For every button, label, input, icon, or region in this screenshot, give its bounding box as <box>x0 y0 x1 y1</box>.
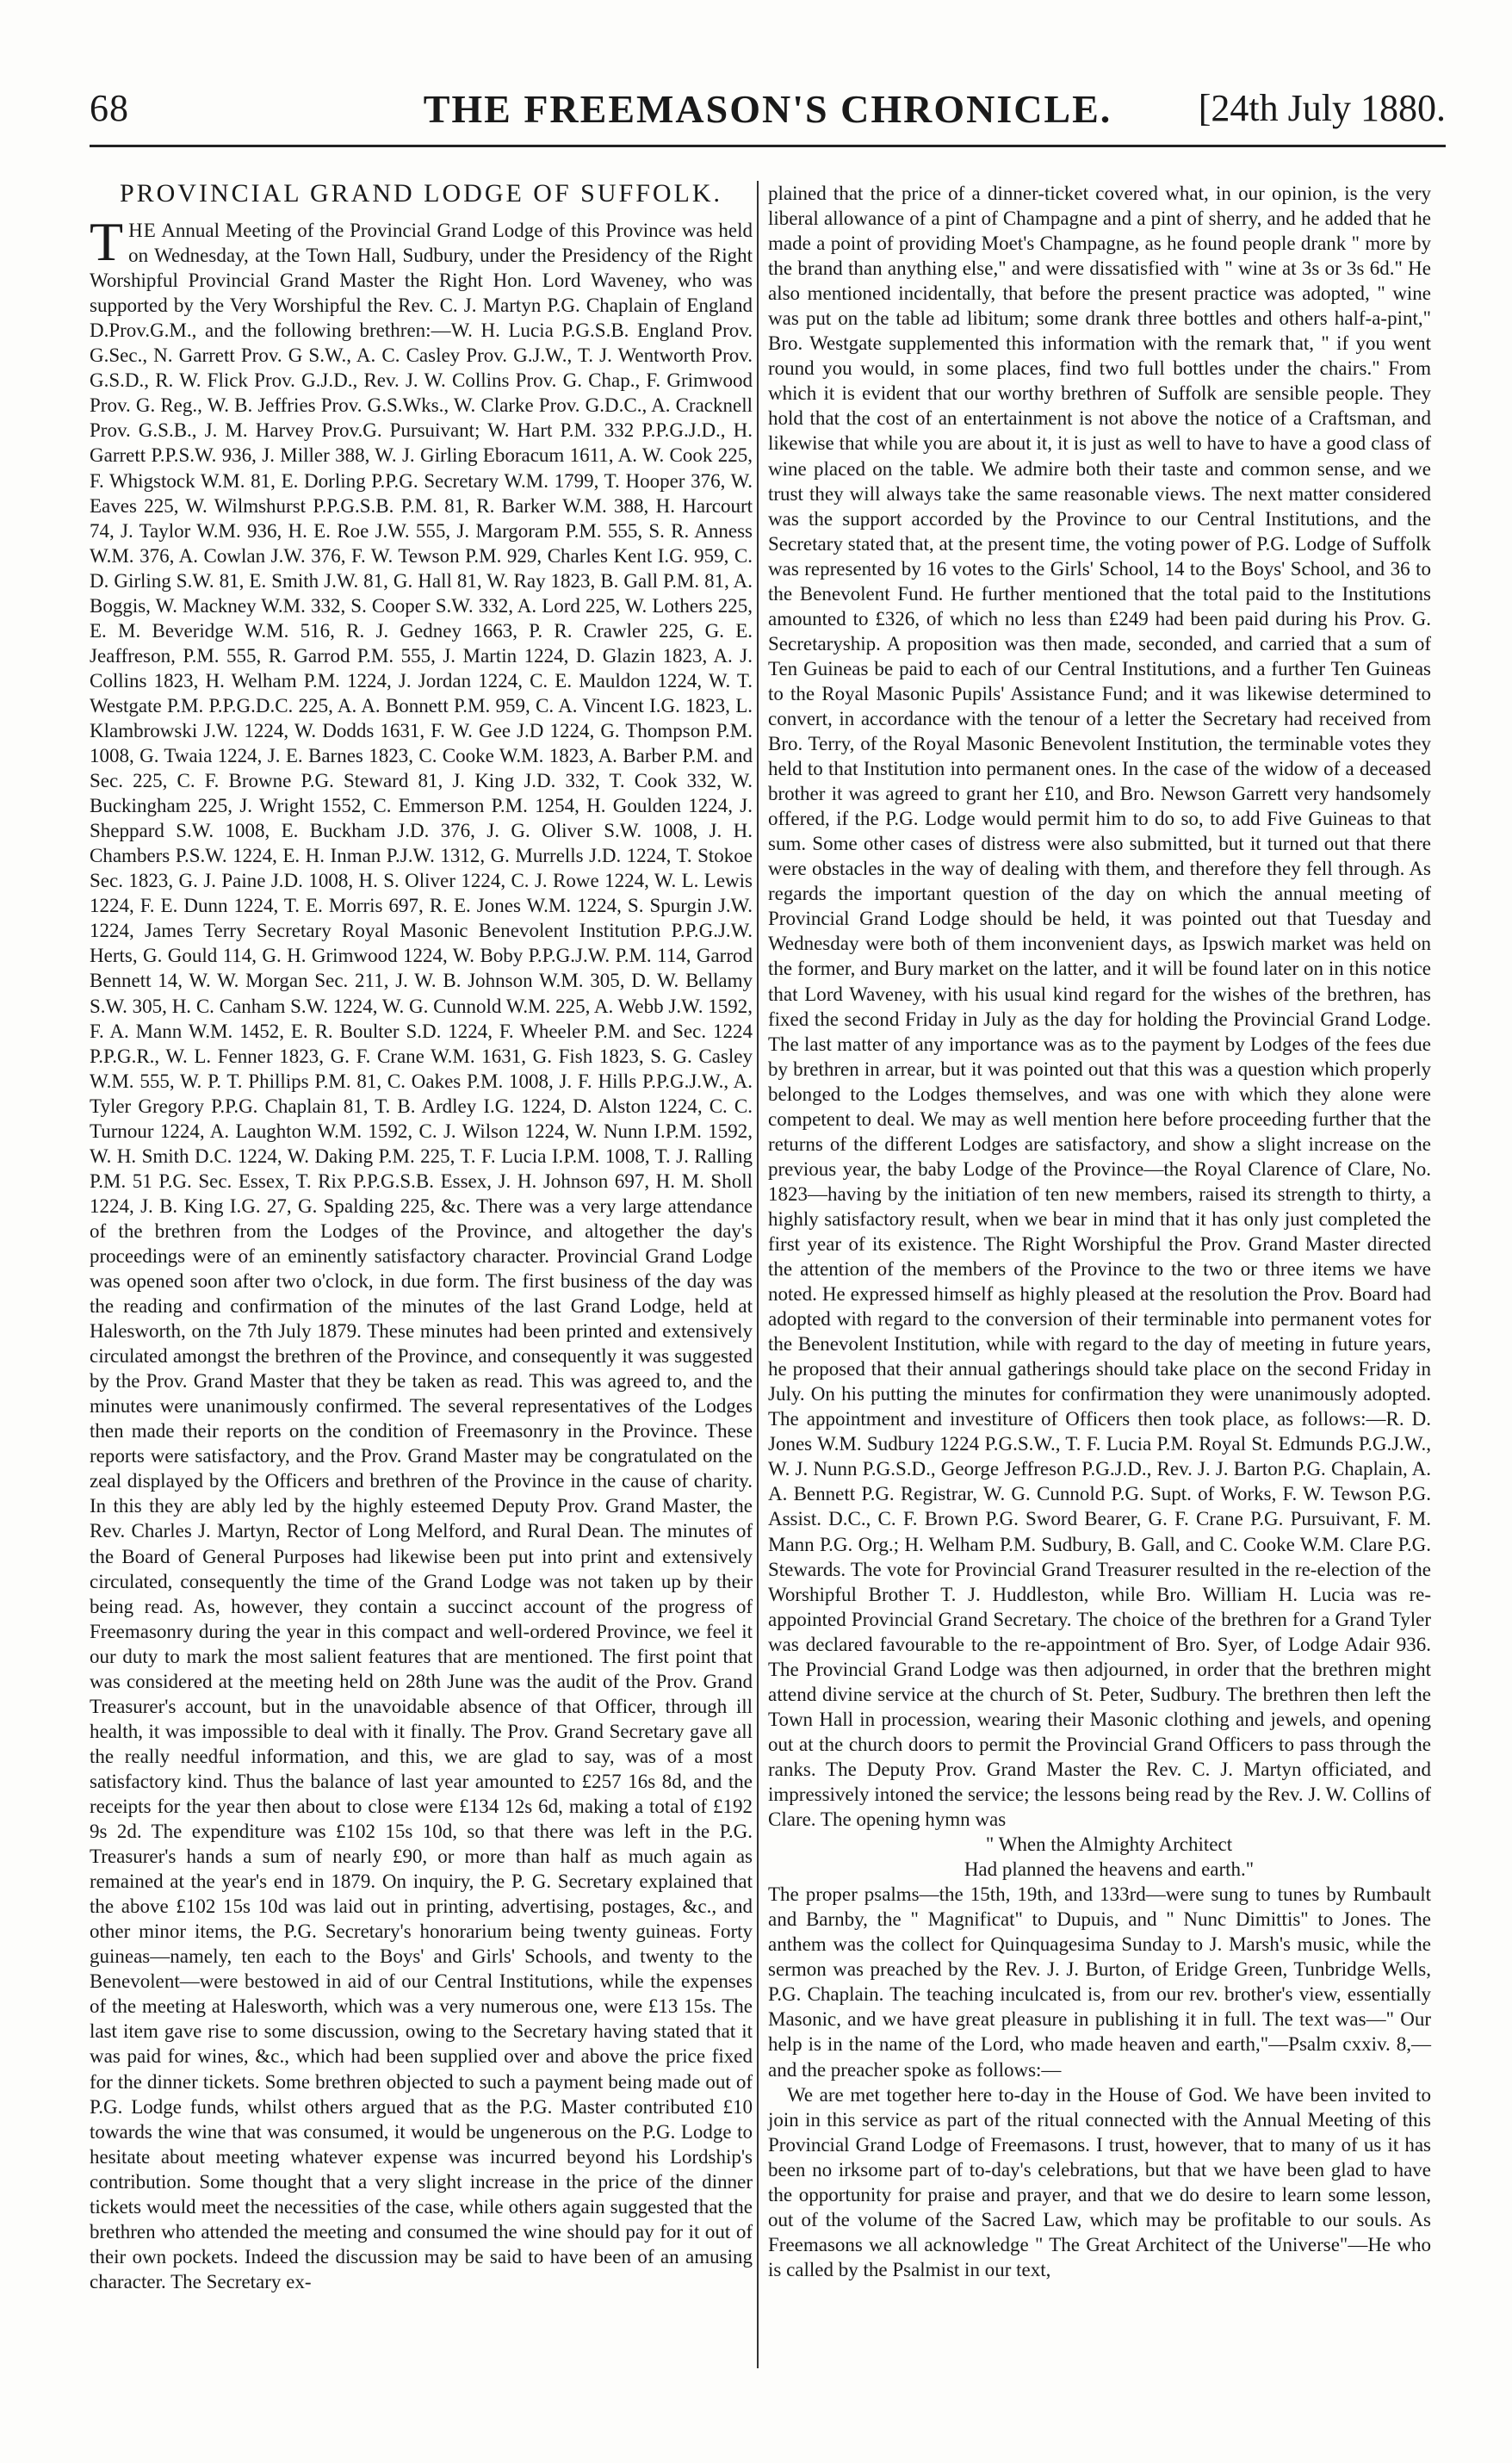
hymn-line: " When the Almighty Architect <box>985 1833 1233 1856</box>
masthead-title: THE FREEMASON'S CHRONICLE. <box>423 87 1112 131</box>
header-rule <box>90 145 1446 147</box>
right-column <box>768 181 1431 2282</box>
article-paragraph <box>90 211 753 2294</box>
hymn-line: Had planned the heavens and earth." <box>964 1858 1255 1881</box>
sermon-paragraph: We are met together here to-day in the House of God. We have been invited to join in this service as part of the ritual connected with the Annual Meeting of this Provincial Grand Lodge of Freemasons. I trust, however, that to many of us it has been no irksome part of to-day's celebrations, but that we have been glad to have the opportunity for praise and prayer, and that we do desire to learn some lesson, out of the volume of the Sacred Law, which may be profitable to our souls. As Freemasons we all acknowledge " The Great Architect of the Universe"—He who is called by the Psalmist in our text, <box>768 2083 1431 2280</box>
issue-date: [24th July 1880. <box>1198 87 1446 129</box>
article-paragraph: The proper psalms—the 15th, 19th, and 133rd—were sung to tunes by Rumbault and Barnby, the " Magnificat" to Dupuis, and " Nunc Dimittis" to Jones. The anthem was the collect for Quinquagesima Sunday to J. Marsh's music, while the sermon was preached by the Rev. J. J. Burton, of Eridge Green, Tunbridge Wells, P.G. Chaplain. The teaching inculcated is, from our rev. brother's view, essentially Masonic, and we have great pleasure in publishing it in full. The text was—" Our help is in the name of the Lord, who made heaven and earth,"—Psalm cxxiv. 8,—and the preacher spoke as follows:— <box>768 1883 1431 2081</box>
page-header <box>90 86 1446 146</box>
page-number: 68 <box>90 87 129 129</box>
article-paragraph: plained that the price of a dinner-ticket covered what, in our opinion, is the very liberal allowance of a pint of Champagne and a pint of sherry, and he added that he made a point of providing Moet's Champagne, as he found people drank " more by the brand than anything else," and were dissatisfied with " wine at 3s or 3s 6d." He also mentioned incidentally, that before the present practice was adopted, " wine was put on the table ad libitum; some drank three bottles and others half-a-pint," Bro. Westgate supplemented this information with the remark that, " if you went round you would, in some places, find two full bottles under the chairs." From which it is evident that our worthy brethren of Suffolk are sensible people. They hold that the cost of an entertainment is not above the notice of a Craftsman, and likewise that while you are about it, it is just as well to have to have a good class of wine placed on the table. We admire both their taste and common sense, and we trust they will always take the same reasonable views. The next matter considered was the support accorded by the Province to our Central Institutions, and the Secretary stated that, at the present time, the voting power of P.G. Lodge of Suffolk was represented by 16 votes to the Girls' School, 14 to the Boys' School, and 36 to the Benevolent Fund. He further mentioned that the total paid to the Institutions amounted to £326, of which no less than £249 had been paid during his Prov. G. Secretaryship. A proposition was then made, seconded, and carried that a sum of Ten Guineas be paid to each of our Central Institutions, and a further Ten Guineas to the Royal Masonic Pupils' Assistance Fund; and it was likewise determined to convert, in accordance with the tenour of a letter the Secretary had received from Bro. Terry, of the Royal Masonic Benevolent Institution, the terminable votes they held to that Institution into permanent ones. In the case of the widow of a deceased brother it was agreed to grant her £10, and Bro. Newson Garrett very handsomely offered, if the P.G. Lodge would permit him to do so, to add Five Guineas to that sum. Some other cases of distress were also submitted, but it turned out that there were obstacles in the way of dealing with them, and therefore they fell through. As regards the important question of the day on which the annual meeting of Provincial Grand Lodge should be held, it was pointed out that Tuesday and Wednesday were both of them inconvenient days, as Ipswich market was held on the former, and Bury market on the latter, and it will be found later on in this notice that Lord Waveney, with his usual kind regard for the wishes of the brethren, has fixed the second Friday in July as the day for holding the Provincial Grand Lodge. The last matter of any importance was as to the payment by Lodges of the fees due by brethren in arrear, but it was pointed out that this was a question which properly belonged to the Lodges themselves, and was one with which they alone were competent to deal. We may as well mention here before proceeding further that the returns of the different Lodges are satisfactory, and show a slight increase on the previous year, the baby Lodge of the Province—the Royal Clarence of Clare, No. 1823—having by the initiation of ten new members, raised its strength to thirty, a highly satisfactory result, when we bear in mind that it has only just completed the first year of its existence. The Right Worshipful the Prov. Grand Master directed the attention of the members of the Province to the two or three items we have noted. He expressed himself as highly pleased at the resolution the Prov. Board had adopted with regard to the conversion of their terminable into permanent votes for the Benevolent Institution, while with regard to the day of meeting in future years, he proposed that their annual gatherings should take place on the second Friday in July. On his putting the minutes for confirmation they were unanimously adopted. The appointment and investiture of Officers then took place, as follows:—R. D. Jones W.M. Sudbury 1224 P.G.S.W., T. F. Lucia P.M. Royal St. Edmunds P.G.J.W., W. J. Nunn P.G.S.D., George Jeffreson P.G.J.D., Rev. J. J. Barton P.G. Chaplain, A. A. Bennett P.G. Registrar, W. G. Cunnold P.G. Supt. of Works, F. W. Tewson P.G. Assist. D.C., C. F. Brown P.G. Sword Bearer, G. F. Crane P.G. Pursuivant, F. M. Mann P.G. Org.; H. Welham P.M. Sudbury, B. Gall, and C. Cooke W.M. Clare P.G. Stewards. The vote for Provincial Grand Treasurer resulted in the re-election of the Worshipful Brother T. J. Huddleston, while Bro. William H. Lucia was re-appointed Provincial Grand Secretary. The choice of the brethren for a Grand Tyler was declared favourable to the re-appointment of Bro. Syer, of Lodge Adair 936. The Provincial Grand Lodge was then adjourned, in order that the brethren might attend divine service at the church of St. Peter, Sudbury. The brethren then left the Town Hall in procession, wearing their Masonic clothing and jewels, and opening out at the church doors to permit the Provincial Grand Officers to pass through the ranks. The Deputy Prov. Grand Master the Rev. C. J. Martyn officiated, and impressively intoned the service; the lessons being read by the Rev. J. W. Collins of Clare. The opening hymn was <box>768 183 1431 1831</box>
column-divider <box>757 181 759 2368</box>
article-heading: PROVINCIAL GRAND LODGE OF SUFFOLK. <box>119 179 723 208</box>
hymn-quote <box>768 1832 1431 1882</box>
left-column <box>90 181 753 2294</box>
drop-cap: T <box>90 211 124 273</box>
lead-in: HE <box>128 220 157 242</box>
paragraph-text: Annual Meeting of the Provincial Grand Lodge of this Province was held on Wednesday, at the Town Hall, Sudbury, under the Presidency of the Right Worshipful Provincial Grand Master the Right Hon. Lord Waveney, who was supported by the Very Worshipful the Rev. C. J. Martyn P.G. Chaplain of England D.Prov.G.M., and the following brethren:—W. H. Lucia P.G.S.B. England Prov. G.Sec., N. Garrett Prov. G S.W., A. C. Casley Prov. G.J.W., T. J. Wentworth Prov. G.S.D., R. W. Flick Prov. G.J.D., Rev. J. W. Collins Prov. G. Chap., F. Grimwood Prov. G. Reg., W. B. Jeffries Prov. G.S.Wks., W. Clarke Prov. G.D.C., A. Cracknell Prov. G.S.B., J. M. Harvey Prov.G. Pursuivant; W. Hart P.M. 332 P.P.G.J.D., H. Garrett P.P.S.W. 936, J. Miller 388, W. J. Girling Eboracum 1611, A. W. Cook 225, F. Whigstock W.M. 81, E. Dorling P.P.G. Secretary W.M. 1799, T. Hooper 376, W. Eaves 225, W. Wilmshurst P.P.G.S.B. P.M. 81, R. Barker W.M. 388, H. Harcourt 74, J. Taylor W.M. 936, H. E. Roe J.W. 555, J. Margoram P.M. 555, S. R. Anness W.M. 376, A. Cowlan J.W. 376, F. W. Tewson P.M. 929, Charles Kent I.G. 959, C. D. Girling S.W. 81, E. Smith J.W. 81, G. Hall 81, W. Ray 1823, B. Gall P.M. 81, A. Boggis, W. Mackney W.M. 332, S. Cooper S.W. 332, A. Lord 225, W. Lothers 225, E. M. Beveridge W.M. 516, R. J. Gedney 1663, P. R. Crawler 225, G. E. Jeaffreson, P.M. 555, R. Garrod P.M. 555, J. Martin 1224, D. Glazin 1823, A. J. Collins 1823, H. Welham P.M. 1224, J. Jordan 1224, C. E. Mauldon 1224, W. T. Westgate P.M. P.P.G.D.C. 225, A. A. Bonnett P.M. 959, C. A. Vincent I.G. 1823, L. Klambrowski J.W. 1224, W. Dodds 1631, F. W. Gee J.D 1224, G. Thompson P.M. 1008, G. Twaia 1224, J. E. Barnes 1823, C. Cooke W.M. 1823, A. Barber P.M. and Sec. 225, C. F. Browne P.G. Steward 81, J. King J.D. 332, T. Cook 332, W. Buckingham 225, J. Wright 1552, C. Emmerson P.M. 1254, H. Goulden 1224, J. Sheppard S.W. 1008, E. Buckham J.D. 376, J. G. Oliver S.W. 1008, J. H. Chambers P.S.W. 1224, E. H. Inman P.J.W. 1312, G. Murrells J.D. 1224, T. Stokoe Sec. 1823, G. J. Paine J.D. 1008, H. S. Oliver 1224, C. J. Rowe 1224, W. L. Lewis 1224, F. E. Dunn 1224, T. E. Morris 697, R. E. Jones W.M. 1224, S. Spurgin J.W. 1224, James Terry Secretary Royal Masonic Benevolent Institution P.P.G.J.W. Herts, G. Gould 114, G. H. Grimwood 1224, W. Boby P.P.G.J.W. P.M. 114, Garrod Bennett 14, W. W. Morgan Sec. 211, J. W. B. Johnson W.M. 305, D. W. Bellamy S.W. 305, H. C. Canham S.W. 1224, W. G. Cunnold W.M. 225, A. Webb J.W. 1592, F. A. Mann W.M. 1452, E. R. Boulter S.D. 1224, F. Wheeler P.M. and Sec. 1224 P.P.G.R., W. L. Fenner 1823, G. F. Crane W.M. 1631, G. Fish 1823, S. G. Casley W.M. 555, W. P. T. Phillips P.M. 81, C. Oakes P.M. 1008, J. F. Hills P.P.G.J.W., A. Tyler Gregory P.P.G. Chaplain 81, T. B. Ardley I.G. 1224, D. Alston 1224, C. C. Turnour 1224, A. Laughton W.M. 1592, C. J. Wilson 1224, W. Nunn I.P.M. 1592, W. H. Smith D.C. 1224, W. Daking P.M. 225, T. F. Lucia I.P.M. 1008, T. J. Ralling P.M. 51 P.G. Sec. Essex, T. Rix P.P.G.S.B. Essex, J. H. Johnson 697, H. M. Sholl 1224, J. B. King I.G. 27, G. Spalding 225, &c. There was a very large attendance of the brethren from the Lodges of the Province, and altogether the day's proceedings were of an eminently satisfactory character. Provincial Grand Lodge was opened soon after two o'clock, in due form. The first business of the day was the reading and confirmation of the minutes of the last Grand Lodge, held at Halesworth, on the 7th July 1879. These minutes had been printed and extensively circulated amongst the brethren of the Province, and consequently it was suggested by the Prov. Grand Master that they be taken as read. This was agreed to, and the minutes were unanimously confirmed. The several representatives of the Lodges then made their reports on the condition of Freemasonry in the Province. These reports were satisfactory, and the Prov. Grand Master may be congratulated on the zeal displayed by the Officers and brethren of the Province in the cause of charity. In this they are ably led by the highly esteemed Deputy Prov. Grand Master, the Rev. Charles J. Martyn, Rector of Long Melford, and Rural Dean. The minutes of the Board of General Purposes had likewise been put into print and extensively circulated, consequently the time of the Grand Lodge was not taken up by their being read. As, however, they contain a succinct account of the progress of Freemasonry during the year in this compact and well-ordered Province, we feel it our duty to mark the most salient features that are mentioned. The first point that was considered at the meeting held on 28th June was the audit of the Prov. Grand Treasurer's account, but in the unavoidable absence of that Officer, through ill health, it was impossible to deal with it finally. The Prov. Grand Secretary gave all the really needful information, and this, we are glad to say, was of a most satisfactory kind. Thus the balance of last year amounted to £257 16s 8d, and the receipts for the year then about to close were £134 12s 6d, making a total of £192 9s 2d. The expenditure was £102 15s 10d, so that there was left in the P.G. Treasurer's hands a sum of nearly £90, or more than half as much again as remained at the year's end in 1879. On inquiry, the P. G. Secretary explained that the above £102 15s 10d was laid out in printing, advertising, postages, &c., and other minor items, the P.G. Secretary's honorarium being twenty guineas. Forty guineas—namely, ten each to the Boys' and Girls' Schools, and twenty to the Benevolent—were bestowed in aid of our Central Institutions, while the expenses of the meeting at Halesworth, which was a very numerous one, were £13 15s. The last item gave rise to some discussion, owing to the Secretary having stated that it was paid for wines, &c., which had been supplied over and above the price fixed for the dinner tickets. Some brethren objected to such a payment being made out of P.G. Lodge funds, whilst others argued that as the P.G. Master contributed £10 towards the wine that was consumed, it would be ungenerous on the P.G. Lodge to hesitate about meeting whatever expense was incurred beyond his Lordship's contribution. Some thought that a very slight increase in the price of the dinner tickets would meet the necessities of the case, while others again suggested that the brethren who attended the meeting and consumed the wine should pay for it out of their own pockets. Indeed the discussion may be said to have been of an amusing character. The Secretary ex- <box>90 220 753 2292</box>
